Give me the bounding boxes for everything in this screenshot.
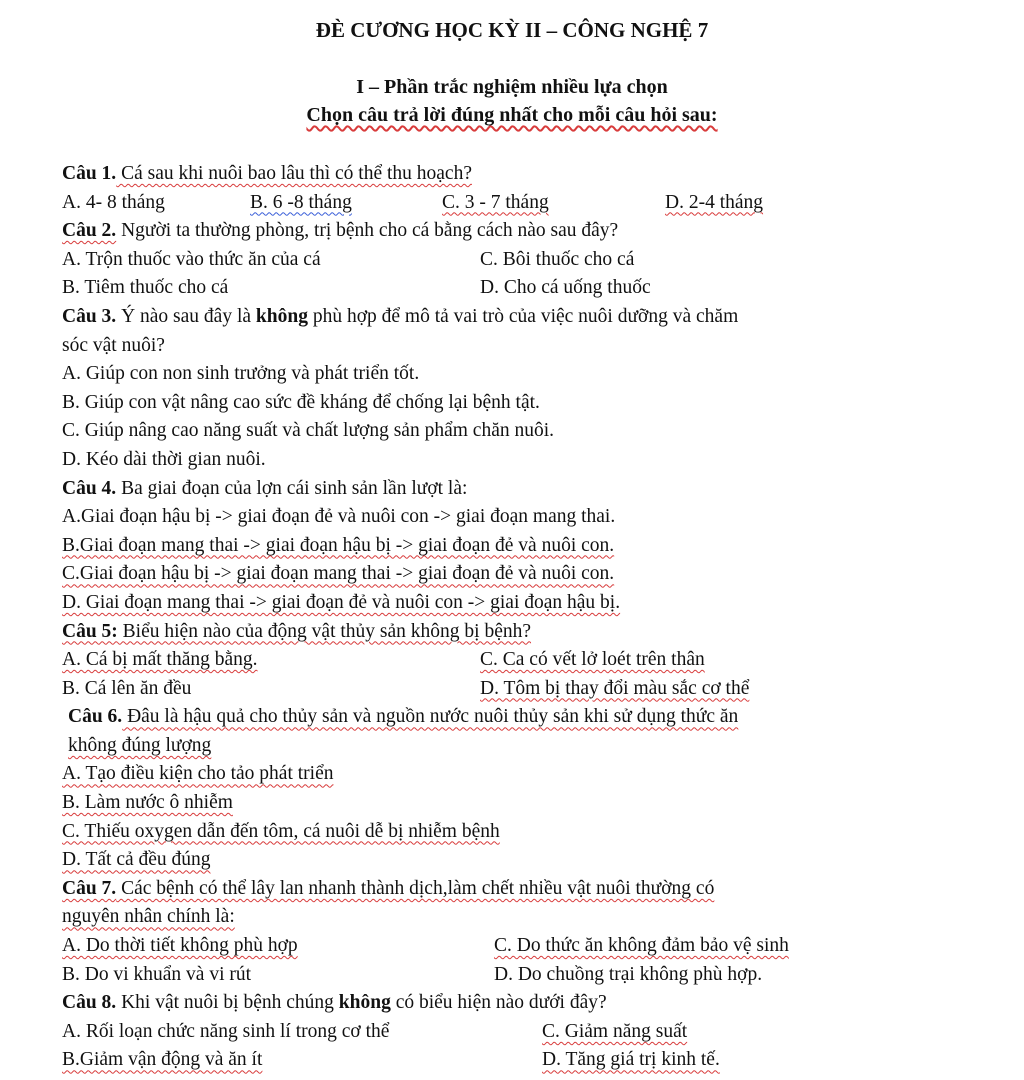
question-5-options-row2 — [62, 675, 982, 704]
question-text: Các bệnh có thể lây lan nhanh thành dịch,làm chết nhiều vật nuôi thường có — [116, 877, 715, 899]
option-d: D. 2-4 tháng — [665, 191, 764, 213]
question-label: Câu 1. — [62, 163, 117, 184]
question-label: Câu 3. — [62, 305, 117, 327]
option-text: A.Giai đoạn hậu bị -> giai đoạn đẻ và nuôi con -> giai đoạn mang thai. — [62, 506, 616, 528]
option-b: B. 6 -8 tháng — [250, 191, 352, 213]
question-text-cont: phù hợp để mô tả vai trò của việc nuôi dưỡng và chăm — [307, 305, 739, 327]
option-d — [62, 846, 982, 875]
option-c: C. Bôi thuốc cho cá — [480, 248, 635, 270]
option-a: A. Rối loạn chức năng sinh lí trong cơ thể — [62, 1020, 390, 1042]
question-2-options-row2 — [62, 274, 982, 303]
question-6 — [62, 703, 982, 732]
question-emphasis: không — [338, 992, 391, 1014]
question-5 — [62, 618, 982, 647]
question-label: Câu 7. — [62, 877, 117, 899]
question-7-options-row2 — [62, 961, 982, 990]
option-a — [62, 503, 982, 532]
option-c: C. Do thức ăn không đảm bảo vệ sinh — [494, 935, 789, 957]
question-2-options-row1 — [62, 246, 982, 275]
question-1 — [62, 160, 982, 189]
option-a: A. 4- 8 tháng — [62, 191, 165, 213]
option-text: A. Tạo điều kiện cho tảo phát triển — [62, 763, 334, 785]
question-text: Cá sau khi nuôi bao lâu thì có thể thu hoạch? — [116, 163, 472, 184]
question-list — [62, 160, 982, 1075]
question-3 — [62, 303, 982, 332]
option-a — [62, 760, 982, 789]
question-label: Câu 8. — [62, 992, 117, 1014]
question-label: Câu 2. — [62, 220, 117, 242]
option-d: D. Cho cá uống thuốc — [480, 277, 651, 299]
question-2 — [62, 217, 982, 246]
option-b: B. Cá lên ăn đều — [62, 677, 192, 699]
option-d — [62, 589, 982, 618]
question-text-cont: có biểu hiện nào dưới đây? — [390, 992, 607, 1014]
question-7-options-row1 — [62, 932, 982, 961]
question-1-options — [62, 189, 982, 218]
option-a: A. Do thời tiết không phù hợp — [62, 935, 298, 957]
option-b: B.Giảm vận động và ăn ít — [62, 1049, 263, 1071]
instruction-text: Chọn câu trả lời đúng nhất cho mỗi câu hỏi sau: — [306, 104, 718, 126]
option-c — [62, 417, 982, 446]
option-d — [62, 446, 982, 475]
question-text: Người ta thường phòng, trị bệnh cho cá bằng cách nào sau đây? — [116, 220, 619, 242]
option-c: C. 3 - 7 tháng — [442, 191, 549, 213]
question-6-line2 — [62, 732, 982, 761]
option-c: C. Ca có vết lở loét trên thân — [480, 649, 705, 671]
option-c — [62, 560, 982, 589]
question-text: Biểu hiện nào của động vật thủy sản không bị bệnh? — [117, 620, 532, 642]
option-c: C. Giảm năng suất — [542, 1020, 688, 1042]
question-label: Câu 5: — [62, 620, 118, 642]
option-a: A. Cá bị mất thăng bằng. — [62, 649, 258, 671]
question-text: Ý nào sau đây là — [116, 305, 256, 327]
option-b — [62, 532, 982, 561]
option-text: C. Giúp nâng cao năng suất và chất lượng sản phẩm chăn nuôi. — [62, 420, 555, 442]
question-8-options-row2 — [62, 1046, 982, 1075]
option-a: A. Trộn thuốc vào thức ăn của cá — [62, 248, 321, 270]
question-7 — [62, 875, 982, 904]
option-b — [62, 789, 982, 818]
question-text: Khi vật nuôi bị bệnh chúng — [116, 992, 339, 1014]
question-emphasis: không — [255, 305, 308, 327]
option-text: D. Giai đoạn mang thai -> giai đoạn đẻ và nuôi con -> giai đoạn hậu bị. — [62, 591, 621, 613]
option-text: C.Giai đoạn hậu bị -> giai đoạn mang thai -> giai đoạn đẻ và nuôi con. — [62, 563, 615, 585]
document-title: ĐÈ CƯƠNG HỌC KỲ II – CÔNG NGHỆ 7 — [315, 18, 709, 42]
option-text: C. Thiếu oxygen dẫn đến tôm, cá nuôi dễ bị nhiễm bệnh — [62, 820, 500, 842]
question-text-line2: sóc vật nuôi? — [62, 334, 165, 356]
question-text-line2: nguyên nhân chính là: — [62, 906, 235, 928]
option-text: A. Giúp con non sinh trưởng và phát triển tốt. — [62, 363, 420, 385]
question-text-line2: không đúng lượng — [68, 734, 212, 756]
option-text: B. Giúp con vật nâng cao sức đề kháng để chống lại bệnh tật. — [62, 391, 540, 413]
question-3-line2 — [62, 332, 982, 361]
option-text: B.Giai đoạn mang thai -> giai đoạn hậu bị -> giai đoạn đẻ và nuôi con. — [62, 534, 615, 556]
question-4 — [62, 475, 982, 504]
question-text: Ba giai đoạn của lợn cái sinh sản lần lượt là: — [116, 477, 468, 499]
option-text: B. Làm nước ô nhiễm — [62, 792, 233, 814]
option-a — [62, 360, 982, 389]
option-text: D. Tất cả đều đúng — [62, 849, 211, 871]
option-b — [62, 389, 982, 418]
option-c — [62, 818, 982, 847]
question-label: Câu 4. — [62, 477, 117, 499]
option-d: D. Do chuồng trại không phù hợp. — [494, 963, 763, 985]
option-text: D. Kéo dài thời gian nuôi. — [62, 448, 266, 470]
question-label: Câu 6. — [68, 706, 123, 728]
question-8-options-row1 — [62, 1018, 982, 1047]
option-d: D. Tôm bị thay đổi màu sắc cơ thể — [480, 677, 750, 699]
option-b: B. Do vi khuẩn và vi rút — [62, 963, 252, 985]
question-5-options-row1 — [62, 646, 982, 675]
option-b: B. Tiêm thuốc cho cá — [62, 277, 229, 299]
question-8 — [62, 989, 982, 1018]
question-7-line2 — [62, 903, 982, 932]
question-text: Đâu là hậu quả cho thủy sản và nguồn nước nuôi thủy sản khi sử dụng thức ăn — [122, 706, 739, 728]
option-d: D. Tăng giá trị kinh tế. — [542, 1049, 720, 1071]
section-heading: I – Phần trắc nghiệm nhiều lựa chọn — [356, 76, 668, 98]
